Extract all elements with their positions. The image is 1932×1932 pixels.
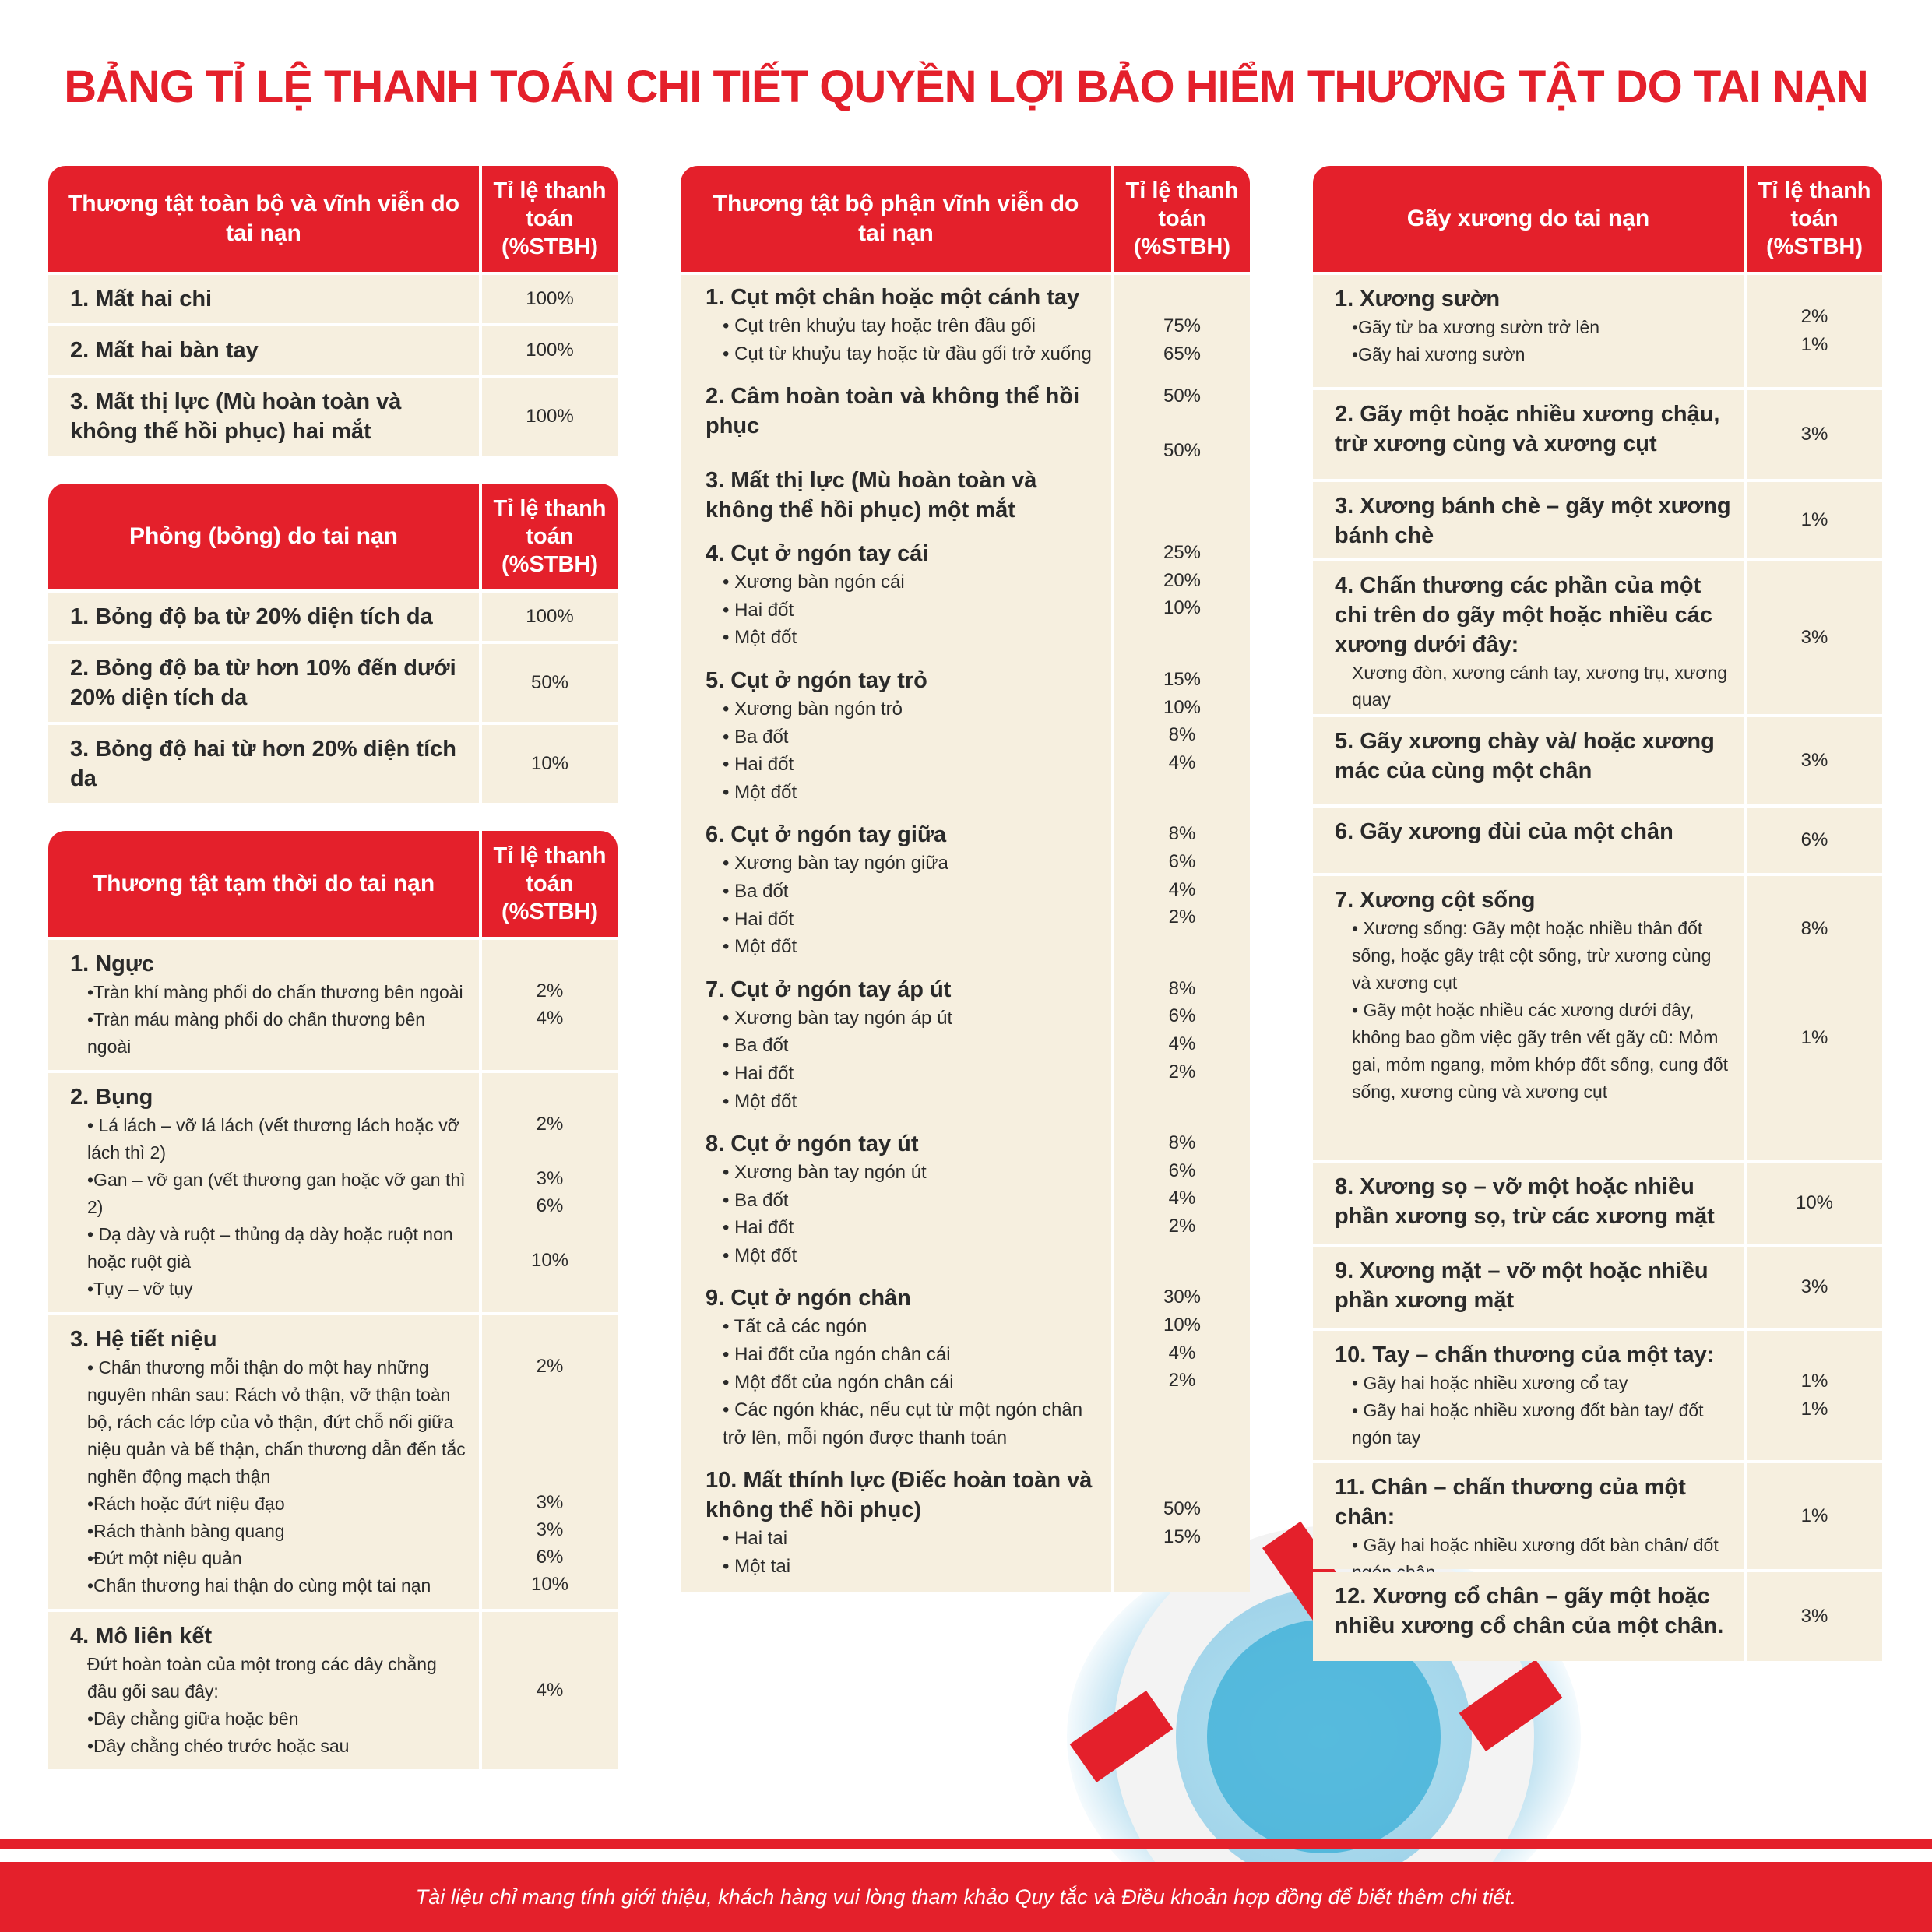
burn-table <box>48 484 618 803</box>
table-row: 2. Bỏng độ ba từ hơn 10% đến dưới 20% diện tích da 50% <box>48 644 618 722</box>
table-row: 12. Xương cổ chân – gãy một hoặc nhiều xương cổ chân của một chân. 3% <box>1313 1572 1882 1661</box>
left-column <box>48 166 618 1797</box>
table-row: 3. Bỏng độ hai từ hơn 20% diện tích da 10% <box>48 725 618 803</box>
rate-header: Tỉ lệ thanh toán (%STBH) <box>1747 166 1882 272</box>
footer-stripe <box>0 1839 1932 1849</box>
table-row: 4. Chấn thương các phần của một chi trên do gãy một hoặc nhiều các xương dưới đây: Xương đòn, xương cánh tay, xương trụ, xương quay 3% <box>1313 561 1882 714</box>
rate-header: Tỉ lệ thanh toán (%STBH) <box>482 831 618 937</box>
table-row: 4. Mô liên kết Đứt hoàn toàn của một trong các dây chằng đầu gối sau đây: •Dây chằng giữa hoặc bên •Dây chằng chéo trước hoặc sau 4% <box>48 1612 618 1769</box>
table-header: Phỏng (bỏng) do tai nạn <box>48 484 479 589</box>
table-header: Thương tật tạm thời do tai nạn <box>48 831 479 937</box>
table-row: 2. Bụng • Lá lách – vỡ lá lách (vết thương lách hoặc vỡ lách thì 2) •Gan – vỡ gan (vết thương gan hoặc vỡ gan thì 2) • Dạ dày và ruột – thủng dạ dày hoặc ruột non hoặc ruột già •Tụy – vỡ tụy 2% 3% 6% 10% <box>48 1073 618 1312</box>
rate-header: Tỉ lệ thanh toán (%STBH) <box>1114 166 1250 272</box>
table-row: 7. Xương cột sống • Xương sống: Gãy một hoặc nhiều thân đốt sống, hoặc gãy trật cột sống, trừ xương cùng và xương cụt • Gãy một hoặc nhiều các xương dưới đây, không bao gồm việc gãy trên vết gãy cũ: Mỏm gai, mỏm ngang, mỏm khớp đốt sống, cung đốt sống, xương cùng và xương cụt 8% 1% <box>1313 876 1882 1160</box>
table-header: Thương tật toàn bộ và vĩnh viễn do tai nạn <box>48 166 479 272</box>
footer-disclaimer: Tài liệu chỉ mang tính giới thiệu, khách hàng vui lòng tham khảo Quy tắc và Điều khoản hợp đồng để biết thêm chi tiết. <box>0 1862 1932 1932</box>
temporary-injury-table <box>48 831 618 1769</box>
table-row: 1. Ngực •Tràn khí màng phổi do chấn thương bên ngoài •Tràn máu màng phổi do chấn thương bên ngoài 2% 4% <box>48 940 618 1070</box>
table-row: 3. Mất thị lực (Mù hoàn toàn và không thể hồi phục) hai mắt 100% <box>48 378 618 456</box>
table-row: 1. Xương sườn •Gãy từ ba xương sườn trở lên •Gãy hai xương sườn 2% 1% <box>1313 275 1882 387</box>
table-row: 5. Gãy xương chày và/ hoặc xương mác của cùng một chân 3% <box>1313 717 1882 804</box>
table-row: 2. Gãy một hoặc nhiều xương chậu, trừ xương cùng và xương cụt 3% <box>1313 390 1882 479</box>
table-row: 11. Chân – chấn thương của một chân: • Gãy hai hoặc nhiều xương đốt bàn chân/ đốt 1% <box>1313 1463 1882 1569</box>
middle-column <box>681 166 1250 1592</box>
right-column <box>1313 166 1882 1661</box>
table-header: Thương tật bộ phận vĩnh viễn do tai nạn <box>681 166 1111 272</box>
table-header: Gãy xương do tai nạn <box>1313 166 1744 272</box>
table-row: 1. Mất hai chi 100% <box>48 275 618 323</box>
table-row: 1. Cụt một chân hoặc một cánh tay • Cụt trên khuỷu tay hoặc trên đầu gối • Cụt từ khuỷu tay hoặc từ đầu gối trở xuống 2. Câm hoàn toàn và không thể hồi phục 3. Mất thị lực (Mù hoàn toàn và không thể hồi phục) một mắt 4. Cụt ở ngón tay cái • Xương bàn ngón cái • Hai đốt • Một đốt 5. Cụt ở ngón tay trỏ • Xương bàn ngón trỏ • Ba đốt • Hai đốt • Một đốt 6. Cụt ở ngón tay giữa • Xương bàn tay ngón giữa • Ba đốt • Hai đốt • Một đốt 7. Cụt ở ngón tay áp út • Xương bàn tay ngón áp út • Ba đốt • Hai đốt • Một đốt 8. Cụt ở ngón tay út • Xương bàn tay ngón út • Ba đốt • Hai đốt • Một đốt 9. Cụt ở ngón chân • Tất cả các ngón • Hai đốt của ngón chân cái • Một đốt của ngón chân cái • Các ngón khác, nếu cụt từ một ngón chân trở lên, mỗi ngón được thanh toán 10. Mất thính lực (Điếc hoàn toàn và không thể hồi phục) • Hai tai • Một tai 75% 65% 50% 50% 25% 20% 10% 15% 10% 8% 4% 8% 6% 4% 2% 8% 6% 4% 2% 8% 6% 4% 2% 30% 10% 4% 2% 50% 15% <box>681 275 1250 1592</box>
table-row: 6. Gãy xương đùi của một chân 6% <box>1313 808 1882 873</box>
table-row: 10. Tay – chấn thương của một tay: • Gãy hai hoặc nhiều xương cổ tay • Gãy hai hoặc nhiều xương đốt bàn tay/ đốt ngón tay 1% 1% <box>1313 1331 1882 1460</box>
table-row: 3. Xương bánh chè – gãy một xương bánh chè 1% <box>1313 482 1882 558</box>
rate-header: Tỉ lệ thanh toán (%STBH) <box>482 484 618 589</box>
page-title: BẢNG TỈ LỆ THANH TOÁN CHI TIẾT QUYỀN LỢI BẢO HIỂM THƯƠNG TẬT DO TAI NẠN <box>64 62 1868 112</box>
permanent-total-table <box>48 166 618 456</box>
table-row: 3. Hệ tiết niệu • Chấn thương mỗi thận do một hay những nguyên nhân sau: Rách vỏ thận, vỡ thận toàn bộ, rách các lớp của vỏ thận, đứt chỗ nối giữa niệu quản và bể thận, chấn thương dẫn đến tắc nghẽn động mạch thận •Rách hoặc đứt niệu đạo •Rách thành bàng quang •Đứt một niệu quản •Chấn thương hai thận do cùng một tai nạn 2% 3% 3% 6% 10% <box>48 1315 618 1609</box>
table-row: 2. Mất hai bàn tay 100% <box>48 326 618 375</box>
table-row: 8. Xương sọ – vỡ một hoặc nhiều phần xương sọ, trừ các xương mặt 10% <box>1313 1163 1882 1244</box>
table-row: 9. Xương mặt – vỡ một hoặc nhiều phần xương mặt 3% <box>1313 1247 1882 1328</box>
table-row: 1. Bỏng độ ba từ 20% diện tích da 100% <box>48 593 618 641</box>
rate-header: Tỉ lệ thanh toán (%STBH) <box>482 166 618 272</box>
